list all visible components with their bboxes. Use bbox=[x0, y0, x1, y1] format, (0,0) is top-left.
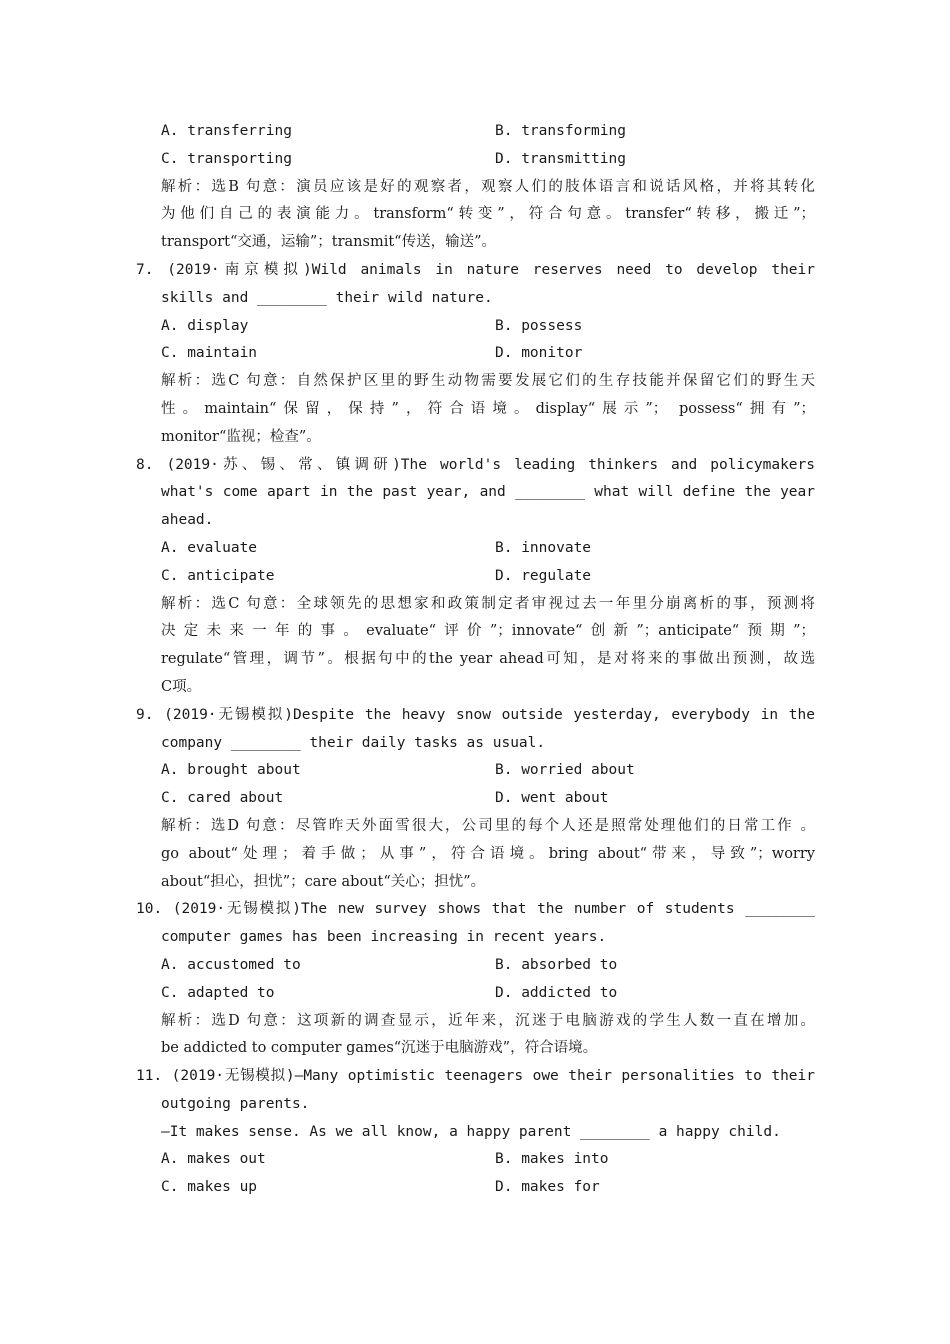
option-d: D. went about bbox=[495, 790, 609, 807]
question-stem: skills and ________ their wild nature. bbox=[161, 289, 493, 306]
question-stem: 11. (2019·无锡模拟)—Many optimistic teenagers owe their personalities to their bbox=[136, 1068, 815, 1085]
option-b: B. worried about bbox=[495, 762, 635, 779]
options-row bbox=[0, 1146, 950, 1174]
options-row bbox=[0, 980, 950, 1008]
analysis-line: be addicted to computer games“沉迷于电脑游戏”，符合语境。 bbox=[161, 1040, 598, 1057]
question-stem: what's come apart in the past year, and ________ what will define the year bbox=[161, 484, 815, 501]
question-stem: company ________ their daily tasks as usual. bbox=[161, 734, 546, 751]
option-b: B. possess bbox=[495, 317, 583, 334]
option-a: A. evaluate bbox=[161, 539, 258, 556]
exam-page bbox=[0, 118, 950, 1202]
option-b: B. absorbed to bbox=[495, 956, 618, 973]
option-c: C. makes up bbox=[161, 1179, 258, 1196]
question-stem: ahead. bbox=[161, 512, 214, 529]
option-d: D. regulate bbox=[495, 567, 592, 584]
analysis-line: 为他们自己的表演能力。transform“转变”，符合句意。transfer“转移，搬迁”； bbox=[161, 206, 815, 223]
options-row bbox=[0, 118, 950, 146]
question-stem: —It makes sense. As we all know, a happy parent ________ a happy child. bbox=[161, 1123, 781, 1140]
option-c: C. adapted to bbox=[161, 984, 275, 1001]
option-c: C. cared about bbox=[161, 790, 284, 807]
option-d: D. addicted to bbox=[495, 984, 618, 1001]
option-c: C. anticipate bbox=[161, 567, 275, 584]
options-row bbox=[0, 313, 950, 341]
analysis-line: 性。maintain“保留，保持”，符合语境。display“展示”； possess“拥有”； bbox=[161, 400, 815, 417]
analysis-line: 解析：选C 句意：全球领先的思想家和政策制定者审视过去一年里分崩离析的事，预测将 bbox=[161, 595, 815, 612]
option-a: A. makes out bbox=[161, 1151, 266, 1168]
options-row bbox=[0, 146, 950, 174]
question-stem: outgoing parents. bbox=[161, 1095, 310, 1112]
option-c: C. transporting bbox=[161, 150, 292, 167]
option-b: B. makes into bbox=[495, 1151, 609, 1168]
option-b: B. innovate bbox=[495, 539, 592, 556]
option-a: A. brought about bbox=[161, 762, 301, 779]
analysis-line: about“担心，担忧”；care about“关心；担忧”。 bbox=[161, 873, 486, 890]
options-row bbox=[0, 340, 950, 368]
option-d: D. monitor bbox=[495, 345, 583, 362]
analysis-line: 解析：选D 句意：尽管昨天外面雪很大，公司里的每个人还是照常处理他们的日常工作 。 bbox=[161, 817, 815, 834]
option-a: A. display bbox=[161, 317, 249, 334]
options-row bbox=[0, 757, 950, 785]
option-c: C. maintain bbox=[161, 345, 258, 362]
option-d: D. transmitting bbox=[495, 150, 626, 167]
analysis-line: 解析：选C 句意：自然保护区里的野生动物需要发展它们的生存技能并保留它们的野生天 bbox=[161, 373, 815, 390]
options-row bbox=[0, 563, 950, 591]
question-stem: 9. (2019·无锡模拟)Despite the heavy snow outside yesterday, everybody in the bbox=[136, 706, 815, 723]
option-a: A. transferring bbox=[161, 123, 292, 139]
analysis-line: 解析：选D 句意：这项新的调查显示，近年来，沉迷于电脑游戏的学生人数一直在增加。 bbox=[161, 1012, 815, 1029]
option-d: D. makes for bbox=[495, 1179, 600, 1196]
analysis-line: transport“交通，运输”；transmit“传送，输送”。 bbox=[161, 234, 496, 251]
question-stem: 10. (2019·无锡模拟)The new survey shows that the number of students ________ bbox=[136, 901, 815, 918]
analysis-line: regulate“管理，调节”。根据句中的the year ahead可知，是对将来的事做出预测，故选 bbox=[161, 651, 815, 668]
analysis-line: C项。 bbox=[161, 678, 202, 695]
options-row bbox=[0, 1174, 950, 1202]
analysis-line: monitor“监视；检查”。 bbox=[161, 428, 321, 445]
options-row bbox=[0, 785, 950, 813]
question-stem: 8. (2019·苏、锡、常、镇调研)The world's leading thinkers and policymakers bbox=[136, 456, 815, 473]
option-a: A. accustomed to bbox=[161, 956, 301, 973]
analysis-line: 解析：选B 句意：演员应该是好的观察者，观察人们的肢体语言和说话风格，并将其转化 bbox=[161, 178, 815, 195]
options-row bbox=[0, 535, 950, 563]
options-row bbox=[0, 952, 950, 980]
analysis-line: go about“处理；着手做；从事”，符合语境。bring about“带来，导致”；worry bbox=[161, 845, 815, 862]
question-stem: 7. (2019·南京模拟)Wild animals in nature reserves need to develop their bbox=[136, 261, 815, 278]
analysis-line: 决定未来一年的事。evaluate“评价”；innovate“创新”；anticipate“预期”； bbox=[161, 623, 815, 640]
question-stem: computer games has been increasing in recent years. bbox=[161, 929, 607, 946]
option-b: B. transforming bbox=[495, 123, 626, 139]
